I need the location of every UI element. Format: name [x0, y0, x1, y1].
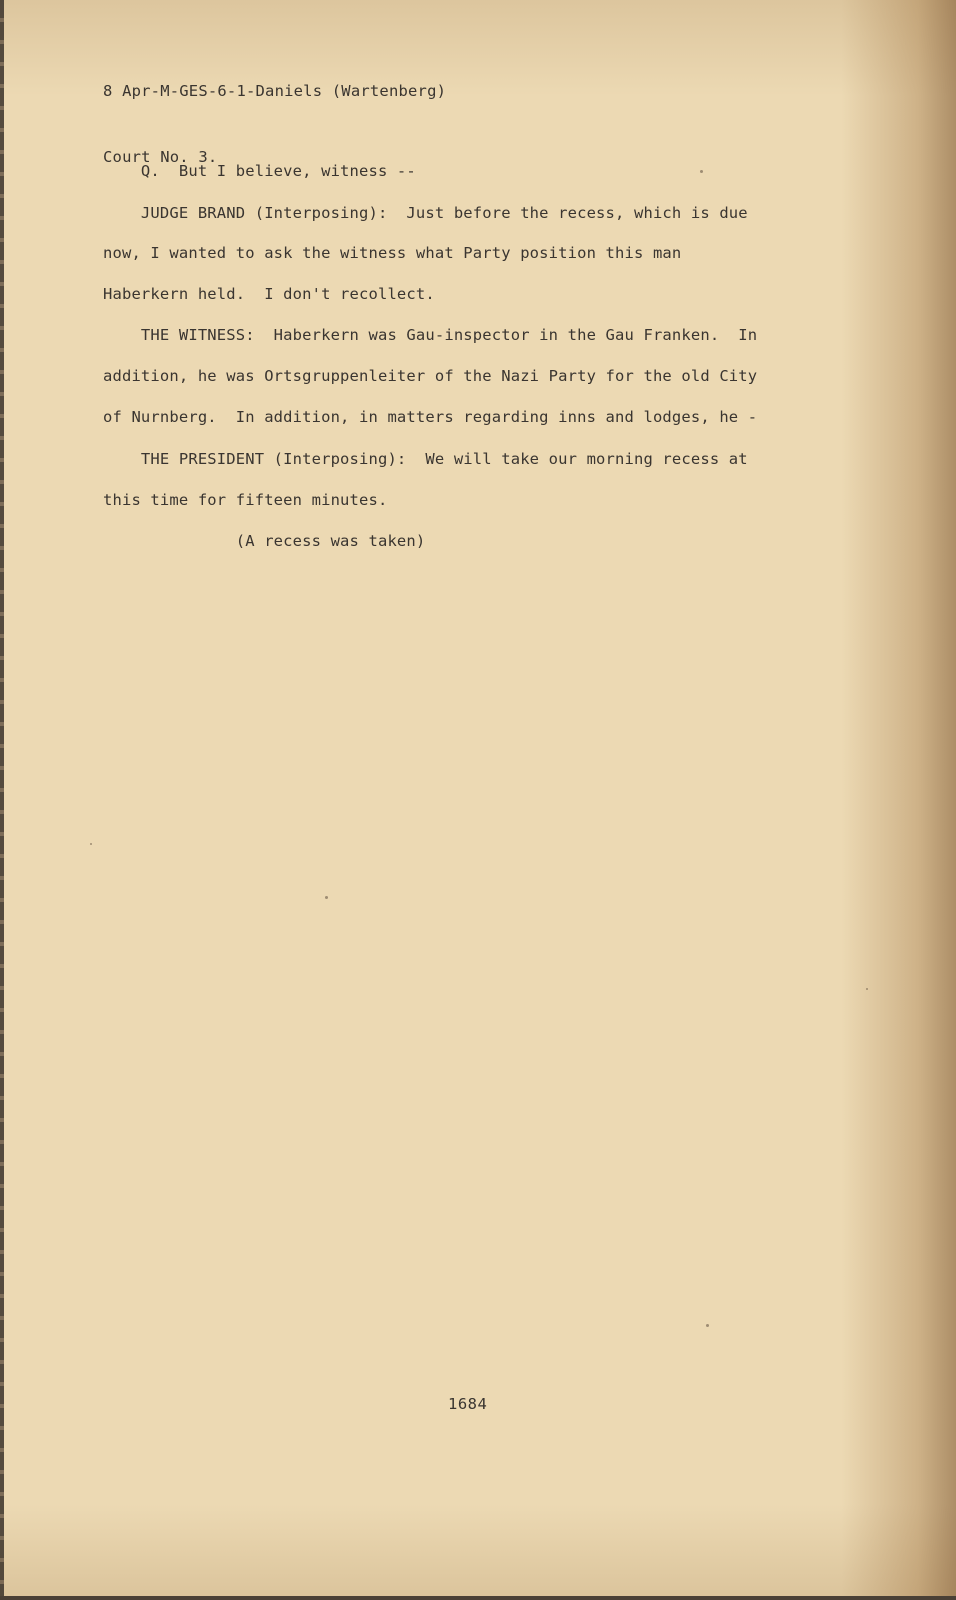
transcript-line: this time for fifteen minutes. — [103, 491, 388, 509]
header-court-number: Court No. 3. — [103, 148, 218, 166]
transcript-line: (A recess was taken) — [103, 532, 426, 550]
transcript-line: now, I wanted to ask the witness what Party position this man — [103, 244, 682, 262]
page-number: 1684 — [448, 1395, 488, 1413]
paper-speck — [706, 1324, 709, 1327]
document-header — [103, 36, 446, 212]
page-bottom-edge — [0, 1596, 956, 1600]
transcript-line: addition, he was Ortsgruppenleiter of the Nazi Party for the old City — [103, 367, 758, 385]
transcript-line: Q. But I believe, witness -- — [103, 162, 416, 180]
paper-speck — [700, 170, 703, 173]
transcript-line: THE PRESIDENT (Interposing): We will take our morning recess at — [103, 450, 748, 468]
paper-speck — [90, 843, 92, 845]
header-case-reference: 8 Apr-M-GES-6-1-Daniels (Wartenberg) — [103, 82, 447, 100]
transcript-line: JUDGE BRAND (Interposing): Just before the recess, which is due — [103, 204, 748, 222]
paper-speck — [866, 988, 868, 990]
transcript-line: of Nurnberg. In addition, in matters regarding inns and lodges, he - — [103, 408, 758, 426]
page-binding-edge — [0, 0, 4, 1600]
transcript-line: THE WITNESS: Haberkern was Gau-inspector in the Gau Franken. In — [103, 326, 758, 344]
paper-speck — [325, 896, 328, 899]
transcript-line: Haberkern held. I don't recollect. — [103, 285, 435, 303]
